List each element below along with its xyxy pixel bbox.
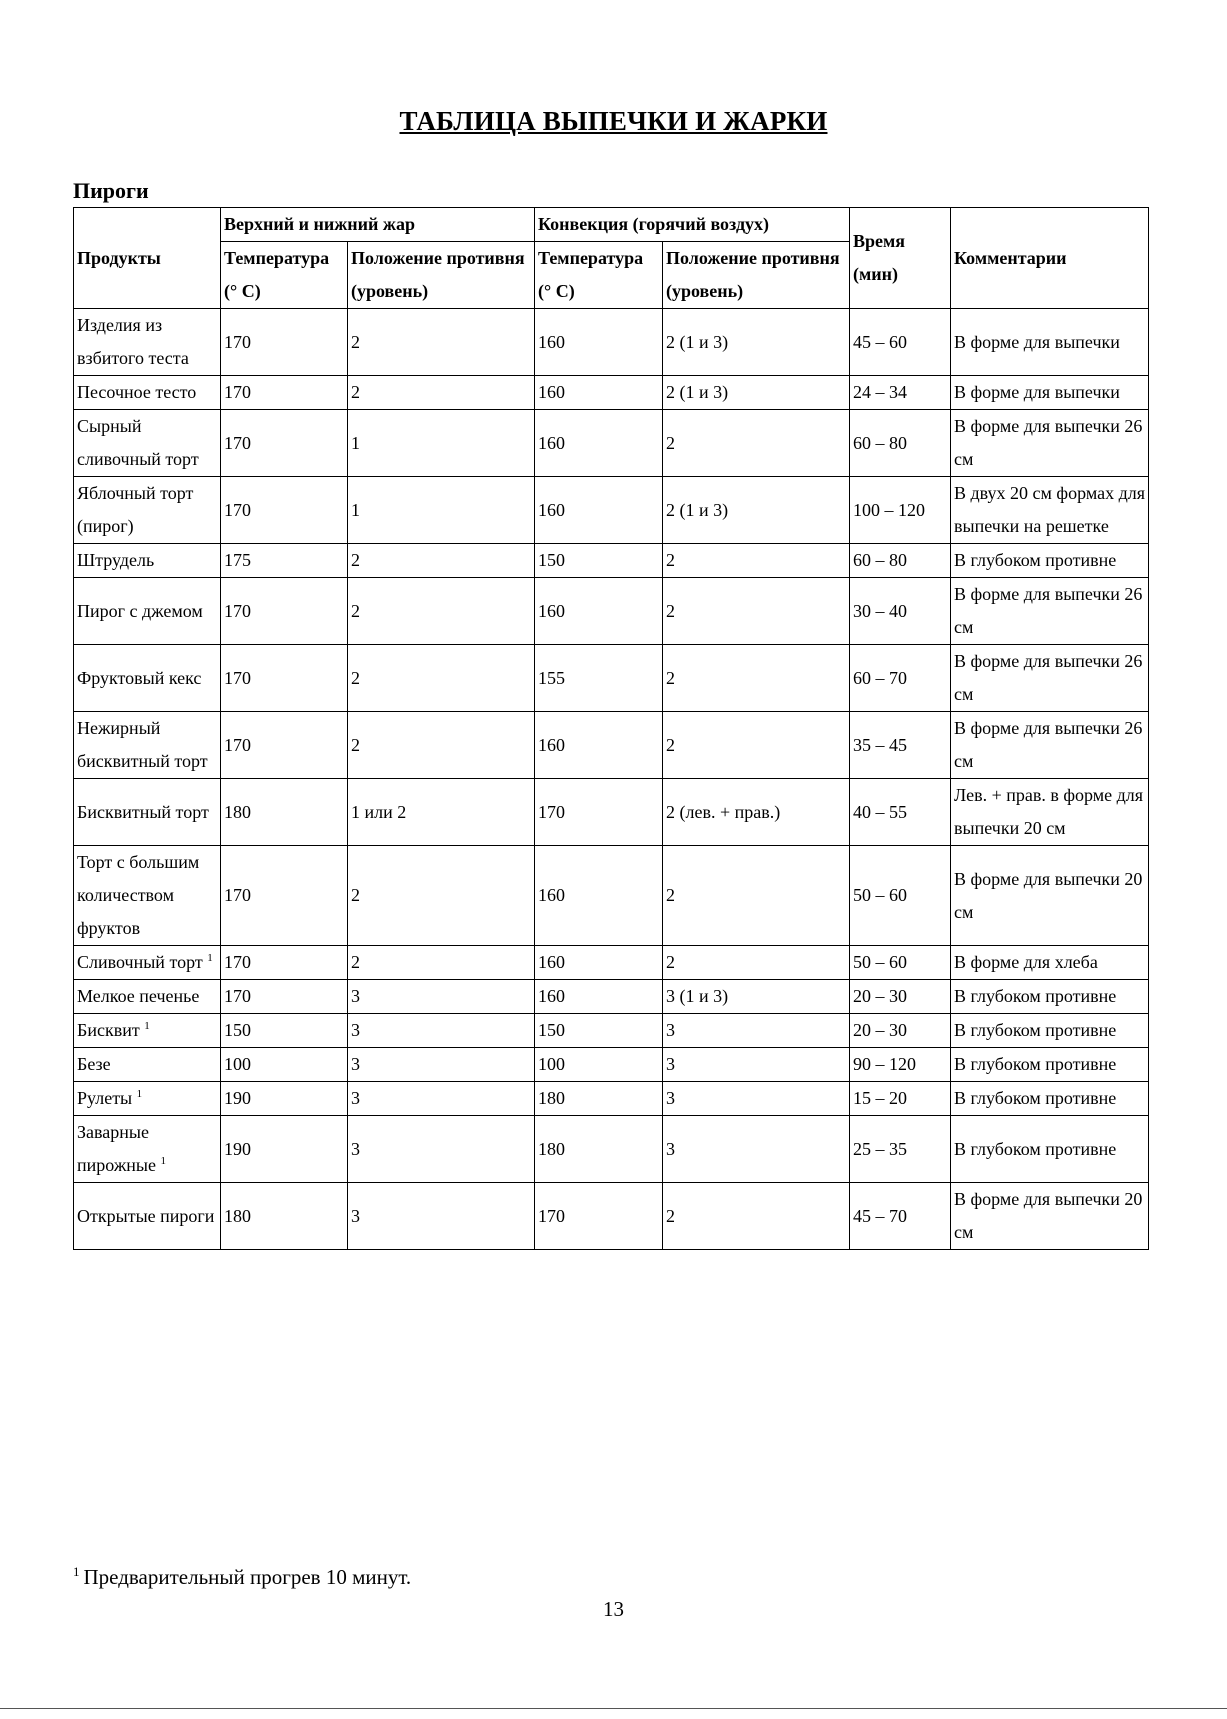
table-row: [74, 309, 1149, 376]
table-body: [74, 309, 1149, 1250]
cell-position-top-bottom-text: 1 или 2: [351, 801, 407, 822]
cell-temperature-convection: [535, 477, 663, 544]
cell-product-text: Открытые пироги: [77, 1205, 215, 1226]
cell-position-top-bottom-text: 2: [351, 382, 360, 402]
cell-time: [850, 1116, 951, 1183]
cell-position-top-bottom: [348, 376, 535, 410]
cell-temperature-top-bottom: [221, 544, 348, 578]
cell-temperature-top-bottom: [221, 1014, 348, 1048]
cell-temperature-convection-text: 160: [538, 952, 565, 972]
cell-time: [850, 1014, 951, 1048]
cell-position-top-bottom-text: 3: [351, 1138, 360, 1159]
cell-temperature-top-bottom-text: 170: [224, 986, 251, 1006]
cell-position-convection: [663, 946, 850, 980]
cell-temperature-convection-text: 160: [538, 600, 565, 621]
cell-temperature-convection: [535, 846, 663, 946]
cell-temperature-convection-text: 180: [538, 1138, 565, 1159]
footnote-reference: 1: [207, 952, 213, 964]
cell-time-text: 60 – 70: [853, 667, 907, 688]
cell-comment: [951, 1048, 1149, 1082]
cell-position-convection-text: 3 (1 и 3): [666, 986, 729, 1006]
cell-comment: [951, 980, 1149, 1014]
bottom-divider: [0, 1708, 1227, 1709]
cell-temperature-top-bottom-text: 190: [224, 1138, 251, 1159]
table-row: [74, 376, 1149, 410]
cell-temperature-top-bottom: [221, 309, 348, 376]
cell-time-text: 60 – 80: [853, 432, 907, 453]
cell-position-convection-text: 2: [666, 667, 675, 688]
cell-time-text: 15 – 20: [853, 1088, 907, 1108]
cell-product-text: Песочное тесто: [77, 382, 197, 402]
cell-position-top-bottom: [348, 544, 535, 578]
table-row: [74, 410, 1149, 477]
cell-comment-text: В форме для хлеба: [954, 952, 1098, 972]
cell-product-text: Яблочный торт (пирог): [77, 483, 194, 536]
cell-position-convection: [663, 477, 850, 544]
cell-product-text: Штрудель: [77, 550, 155, 570]
cell-time: [850, 645, 951, 712]
cell-temperature-convection-text: 170: [538, 1205, 565, 1226]
cell-temperature-top-bottom-text: 170: [224, 952, 251, 972]
cell-temperature-top-bottom: [221, 376, 348, 410]
cell-position-top-bottom-text: 2: [351, 885, 360, 905]
cell-comment-text: В глубоком противне: [954, 1020, 1117, 1040]
cell-product-text: Мелкое печенье: [77, 986, 200, 1006]
cell-comment-text: В глубоком противне: [954, 1088, 1117, 1108]
cell-time-text: 40 – 55: [853, 801, 907, 822]
cell-comment-text: В форме для выпечки 26 см: [954, 718, 1143, 771]
table-row: [74, 846, 1149, 946]
cell-product: [74, 1116, 221, 1183]
header-position-1: Положение противня (уровень): [348, 242, 535, 309]
cell-position-top-bottom-text: 2: [351, 734, 360, 755]
cell-temperature-top-bottom-text: 180: [224, 801, 251, 822]
cell-temperature-top-bottom: [221, 1048, 348, 1082]
cell-position-top-bottom: [348, 1048, 535, 1082]
cell-time: [850, 1183, 951, 1250]
cell-position-convection: [663, 712, 850, 779]
cell-position-convection: [663, 410, 850, 477]
cell-comment-text: В двух 20 см формах для выпечки на решетке: [954, 483, 1145, 536]
table-header: [74, 208, 1149, 309]
cell-comment-text: В глубоком противне: [954, 986, 1117, 1006]
cell-position-convection-text: 2 (1 и 3): [666, 382, 729, 402]
cell-position-convection-text: 2 (лев. + прав.): [666, 801, 781, 822]
cell-position-top-bottom: [348, 1116, 535, 1183]
header-position-2: Положение противня (уровень): [663, 242, 850, 309]
header-products: Продукты: [74, 208, 221, 309]
cell-position-top-bottom: [348, 410, 535, 477]
cell-comment: [951, 309, 1149, 376]
cell-time-text: 35 – 45: [853, 734, 907, 755]
cell-position-convection: [663, 1014, 850, 1048]
cell-temperature-top-bottom-text: 175: [224, 550, 251, 570]
cell-position-top-bottom-text: 3: [351, 1054, 360, 1074]
cell-position-convection-text: 3: [666, 1088, 675, 1108]
cell-temperature-convection-text: 150: [538, 1020, 565, 1040]
cell-comment: [951, 578, 1149, 645]
cell-time-text: 60 – 80: [853, 550, 907, 570]
cell-time-text: 45 – 60: [853, 331, 907, 352]
cell-product: [74, 1082, 221, 1116]
cell-position-top-bottom: [348, 980, 535, 1014]
cell-temperature-convection: [535, 1183, 663, 1250]
cell-temperature-convection-text: 150: [538, 550, 565, 570]
cell-position-top-bottom: [348, 645, 535, 712]
table-row: [74, 1048, 1149, 1082]
cell-position-top-bottom-text: 2: [351, 600, 360, 621]
cell-product-text: Бисквит: [77, 1020, 140, 1040]
header-comments: Комментарии: [951, 208, 1149, 309]
cell-position-convection: [663, 1048, 850, 1082]
cell-temperature-top-bottom: [221, 779, 348, 846]
cell-position-top-bottom: [348, 578, 535, 645]
cell-product: [74, 477, 221, 544]
cell-position-top-bottom-text: 2: [351, 331, 360, 352]
cell-time: [850, 980, 951, 1014]
cell-temperature-top-bottom-text: 180: [224, 1205, 251, 1226]
cell-product: [74, 846, 221, 946]
cell-position-top-bottom: [348, 477, 535, 544]
cell-comment-text: В форме для выпечки: [954, 331, 1120, 352]
cell-position-top-bottom-text: 3: [351, 1088, 360, 1108]
cell-comment: [951, 1183, 1149, 1250]
cell-product-text: Заварные пирожные: [77, 1122, 156, 1175]
cell-temperature-convection: [535, 1048, 663, 1082]
table-row: [74, 645, 1149, 712]
header-top-bottom-heat: Верхний и нижний жар: [221, 208, 535, 242]
cell-comment-text: В глубоком противне: [954, 1054, 1117, 1074]
cell-position-top-bottom: [348, 1014, 535, 1048]
table-row: [74, 1116, 1149, 1183]
cell-product-text: Бисквитный торт: [77, 801, 209, 822]
cell-position-top-bottom: [348, 1183, 535, 1250]
cell-position-convection: [663, 309, 850, 376]
cell-comment: [951, 410, 1149, 477]
footnote-text: Предварительный прогрев 10 минут.: [83, 1565, 412, 1589]
cell-position-convection: [663, 645, 850, 712]
cell-temperature-top-bottom: [221, 645, 348, 712]
cell-temperature-convection: [535, 645, 663, 712]
cell-position-top-bottom-text: 1: [351, 499, 360, 520]
table-row: [74, 578, 1149, 645]
cell-time: [850, 477, 951, 544]
cell-time-text: 100 – 120: [853, 499, 925, 520]
cell-temperature-convection-text: 160: [538, 499, 565, 520]
cell-temperature-top-bottom-text: 170: [224, 734, 251, 755]
cell-position-top-bottom-text: 3: [351, 986, 360, 1006]
cell-time-text: 20 – 30: [853, 1020, 907, 1040]
cell-position-convection: [663, 578, 850, 645]
cell-position-convection-text: 3: [666, 1138, 675, 1159]
cell-comment-text: В форме для выпечки 26 см: [954, 584, 1143, 637]
cell-position-top-bottom: [348, 946, 535, 980]
cell-temperature-top-bottom-text: 190: [224, 1088, 251, 1108]
cell-temperature-convection-text: 100: [538, 1054, 565, 1074]
table-row: [74, 1183, 1149, 1250]
cell-temperature-convection: [535, 544, 663, 578]
cell-product: [74, 376, 221, 410]
cell-temperature-convection-text: 160: [538, 382, 565, 402]
cell-product-text: Торт с большим количеством фруктов: [77, 852, 200, 938]
cell-temperature-convection: [535, 712, 663, 779]
cell-time-text: 50 – 60: [853, 885, 907, 905]
cell-comment: [951, 1082, 1149, 1116]
cell-comment: [951, 712, 1149, 779]
table-row: [74, 946, 1149, 980]
page-title: ТАБЛИЦА ВЫПЕЧКИ И ЖАРКИ: [399, 106, 828, 136]
cell-product-text: Сливочный торт: [77, 952, 203, 972]
cell-product-text: Изделия из взбитого теста: [77, 315, 189, 368]
table-row: [74, 1014, 1149, 1048]
cell-comment-text: В глубоком противне: [954, 550, 1117, 570]
cell-product-text: Сырный сливочный торт: [77, 416, 199, 469]
cell-temperature-convection-text: 160: [538, 331, 565, 352]
cell-position-convection: [663, 1116, 850, 1183]
cell-position-top-bottom: [348, 1082, 535, 1116]
cell-product: [74, 1014, 221, 1048]
cell-time: [850, 544, 951, 578]
cell-temperature-top-bottom-text: 170: [224, 667, 251, 688]
cell-time: [850, 779, 951, 846]
cell-position-convection: [663, 376, 850, 410]
cell-temperature-convection-text: 170: [538, 801, 565, 822]
cell-comment: [951, 779, 1149, 846]
cell-product: [74, 712, 221, 779]
header-convection: Конвекция (горячий воздух): [535, 208, 850, 242]
cell-time-text: 50 – 60: [853, 952, 907, 972]
cell-temperature-convection: [535, 946, 663, 980]
cell-temperature-convection: [535, 376, 663, 410]
cell-temperature-convection-text: 160: [538, 986, 565, 1006]
cell-time-text: 90 – 120: [853, 1054, 916, 1074]
footnote-reference: 1: [160, 1155, 166, 1167]
cell-time-text: 20 – 30: [853, 986, 907, 1006]
cell-position-convection-text: 3: [666, 1020, 675, 1040]
cell-comment-text: В форме для выпечки 26 см: [954, 416, 1143, 469]
cell-time-text: 45 – 70: [853, 1205, 907, 1226]
cell-temperature-top-bottom-text: 170: [224, 499, 251, 520]
cell-time: [850, 309, 951, 376]
cell-temperature-top-bottom: [221, 1082, 348, 1116]
cell-product: [74, 1183, 221, 1250]
cell-time: [850, 410, 951, 477]
cell-time-text: 24 – 34: [853, 382, 907, 402]
cell-temperature-top-bottom-text: 170: [224, 885, 251, 905]
cell-position-convection: [663, 1082, 850, 1116]
cell-position-convection-text: 2: [666, 885, 675, 905]
cell-comment-text: В форме для выпечки 26 см: [954, 651, 1143, 704]
cell-position-convection-text: 2: [666, 734, 675, 755]
section-title: Пироги: [73, 178, 149, 203]
cell-temperature-top-bottom-text: 150: [224, 1020, 251, 1040]
cell-product: [74, 946, 221, 980]
cell-temperature-convection-text: 160: [538, 734, 565, 755]
cell-comment: [951, 846, 1149, 946]
table-row: [74, 712, 1149, 779]
cell-temperature-top-bottom-text: 100: [224, 1054, 251, 1074]
cell-temperature-top-bottom: [221, 477, 348, 544]
cell-time: [850, 946, 951, 980]
cell-position-convection-text: 3: [666, 1054, 675, 1074]
cell-product: [74, 1048, 221, 1082]
cell-position-convection: [663, 544, 850, 578]
cell-comment: [951, 544, 1149, 578]
cell-product: [74, 645, 221, 712]
cell-position-top-bottom-text: 2: [351, 550, 360, 570]
table-row: [74, 477, 1149, 544]
cell-position-convection: [663, 846, 850, 946]
cell-time: [850, 376, 951, 410]
cell-temperature-top-bottom: [221, 946, 348, 980]
cell-temperature-top-bottom-text: 170: [224, 331, 251, 352]
cell-temperature-convection-text: 160: [538, 885, 565, 905]
cell-position-top-bottom-text: 3: [351, 1205, 360, 1226]
cell-temperature-convection: [535, 1014, 663, 1048]
header-time: Время (мин): [850, 208, 951, 309]
footnote: [73, 1565, 411, 1590]
cell-position-convection-text: 2 (1 и 3): [666, 499, 729, 520]
cell-product-text: Рулеты: [77, 1088, 133, 1108]
cell-temperature-convection-text: 180: [538, 1088, 565, 1108]
cell-time-text: 25 – 35: [853, 1138, 907, 1159]
cell-temperature-top-bottom: [221, 980, 348, 1014]
cell-position-top-bottom-text: 1: [351, 432, 360, 453]
cell-temperature-convection: [535, 578, 663, 645]
table-row: [74, 544, 1149, 578]
cell-product: [74, 578, 221, 645]
cell-comment: [951, 946, 1149, 980]
table-row: [74, 980, 1149, 1014]
cell-position-top-bottom-text: 2: [351, 667, 360, 688]
cell-position-top-bottom: [348, 712, 535, 779]
cell-time: [850, 1048, 951, 1082]
footnote-mark: 1: [73, 1564, 80, 1579]
cell-position-top-bottom-text: 2: [351, 952, 360, 972]
cell-temperature-convection: [535, 980, 663, 1014]
cell-comment: [951, 1014, 1149, 1048]
cell-comment-text: В глубоком противне: [954, 1138, 1117, 1159]
cell-temperature-top-bottom-text: 170: [224, 432, 251, 453]
footnote-reference: 1: [144, 1020, 150, 1032]
baking-table: [73, 207, 1149, 1250]
cell-temperature-convection: [535, 1082, 663, 1116]
cell-comment: [951, 376, 1149, 410]
cell-time-text: 30 – 40: [853, 600, 907, 621]
cell-position-convection-text: 2: [666, 600, 675, 621]
cell-product: [74, 309, 221, 376]
cell-position-top-bottom: [348, 846, 535, 946]
cell-temperature-convection: [535, 779, 663, 846]
cell-comment-text: В форме для выпечки 20 см: [954, 1189, 1143, 1242]
cell-time: [850, 846, 951, 946]
cell-position-top-bottom-text: 3: [351, 1020, 360, 1040]
cell-position-top-bottom: [348, 309, 535, 376]
cell-time: [850, 578, 951, 645]
cell-temperature-convection-text: 155: [538, 667, 565, 688]
table-row: [74, 779, 1149, 846]
cell-position-convection-text: 2: [666, 1205, 675, 1226]
cell-comment: [951, 645, 1149, 712]
header-temperature-2: Температура (° C): [535, 242, 663, 309]
cell-comment-text: В форме для выпечки: [954, 382, 1120, 402]
cell-position-convection-text: 2: [666, 432, 675, 453]
cell-product-text: Нежирный бисквитный торт: [77, 718, 208, 771]
cell-time: [850, 1082, 951, 1116]
cell-comment: [951, 1116, 1149, 1183]
cell-temperature-convection: [535, 309, 663, 376]
cell-product-text: Фруктовый кекс: [77, 667, 202, 688]
cell-temperature-convection: [535, 410, 663, 477]
cell-position-convection: [663, 980, 850, 1014]
cell-temperature-top-bottom: [221, 1116, 348, 1183]
footnote-reference: 1: [136, 1088, 143, 1100]
cell-product: [74, 980, 221, 1014]
cell-position-top-bottom: [348, 779, 535, 846]
cell-comment-text: Лев. + прав. в форме для выпечки 20 см: [954, 785, 1144, 838]
page-number: 13: [603, 1597, 624, 1621]
cell-product-text: Пирог с джемом: [77, 600, 203, 621]
cell-product: [74, 544, 221, 578]
cell-temperature-top-bottom-text: 170: [224, 382, 251, 402]
cell-position-convection-text: 2 (1 и 3): [666, 331, 729, 352]
header-temperature-1: Температура (° C): [221, 242, 348, 309]
cell-position-convection: [663, 779, 850, 846]
cell-temperature-top-bottom-text: 170: [224, 600, 251, 621]
cell-position-convection: [663, 1183, 850, 1250]
cell-product: [74, 779, 221, 846]
cell-time: [850, 712, 951, 779]
cell-temperature-top-bottom: [221, 1183, 348, 1250]
table-row: [74, 1082, 1149, 1116]
cell-temperature-convection-text: 160: [538, 432, 565, 453]
cell-temperature-top-bottom: [221, 712, 348, 779]
cell-position-convection-text: 2: [666, 952, 675, 972]
cell-comment-text: В форме для выпечки 20 см: [954, 868, 1143, 922]
cell-temperature-top-bottom: [221, 846, 348, 946]
cell-comment: [951, 477, 1149, 544]
cell-temperature-top-bottom: [221, 578, 348, 645]
cell-temperature-convection: [535, 1116, 663, 1183]
cell-temperature-top-bottom: [221, 410, 348, 477]
cell-product-text: Безе: [77, 1054, 111, 1074]
cell-product: [74, 410, 221, 477]
cell-position-convection-text: 2: [666, 550, 675, 570]
